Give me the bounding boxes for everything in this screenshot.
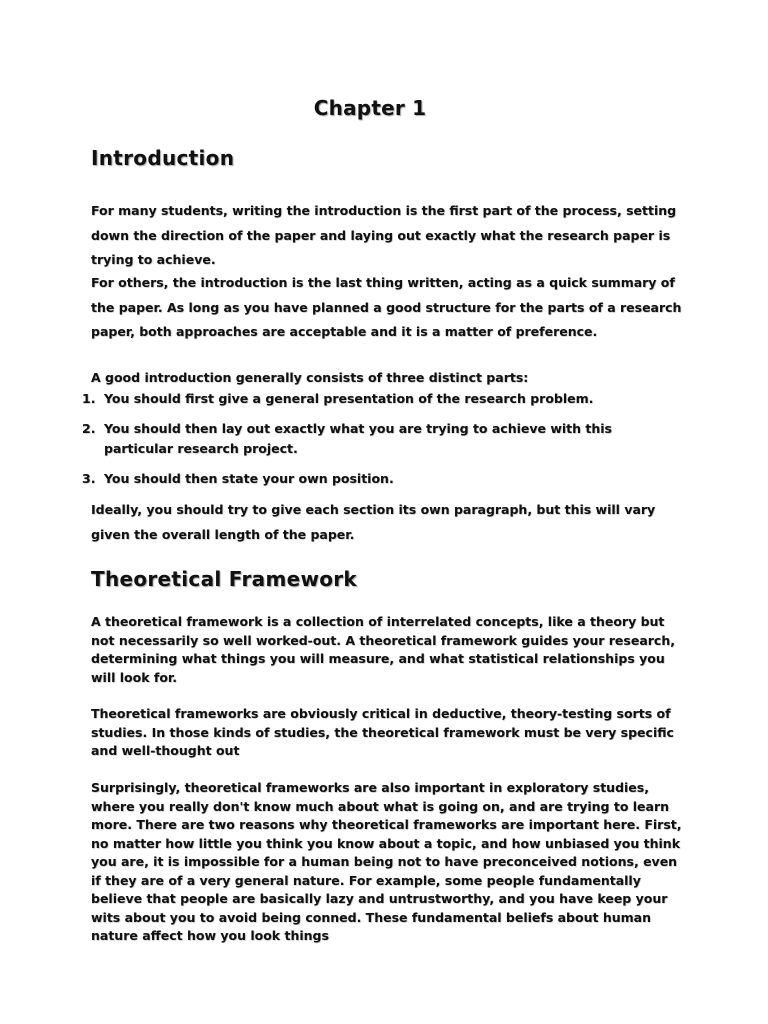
framework-paragraph-3: Surprisingly, theoretical frameworks are also important in exploratory studies, where you really don't know much about what is going on, and are trying to learn more. There are two reasons why theoretical frameworks are important here. First, no matter how little you think you know about a topic, and how unbiased you think you are, it is impossible for a human being not to have preconceived notions, even if they are of a very general nature. For example, some people fundamentally believe that people are basically lazy and untrustworthy, and you have keep your wits about you to avoid being conned. These fundamental beliefs about human nature affect how you look things <box>91 780 682 943</box>
introduction-closing-paragraph: Ideally, you should try to give each section its own paragraph, but this will vary given the overall length of the paper. <box>91 502 656 542</box>
list-item <box>80 419 680 459</box>
framework-paragraph-2: Theoretical frameworks are obviously critical in deductive, theory-testing sorts of studies. In those kinds of studies, the theoretical framework must be very specific and well-thought out <box>91 706 674 758</box>
chapter-title: Chapter 1 <box>313 96 427 120</box>
list-item <box>80 389 680 409</box>
introduction-paragraph-1: For many students, writing the introduction is the first part of the process, setting down the direction of the paper and laying out exactly what the research paper is trying to achieve. <box>91 203 677 267</box>
framework-paragraph-1: A theoretical framework is a collection of interrelated concepts, like a theory but not necessarily so well worked-out. A theoretical framework guides your research, determining what things you will measure, and what statistical relationships you will look for. <box>91 614 675 685</box>
list-item-number: 1. <box>82 391 96 406</box>
list-item-text: You should then lay out exactly what you are trying to achieve with this particular research project. <box>104 421 613 456</box>
list-item-text: You should then state your own position. <box>104 471 394 486</box>
introduction-paragraph-2: For others, the introduction is the last thing written, acting as a quick summary of the paper. As long as you have planned a good structure for the parts of a research paper, both approaches are acceptable and it is a matter of preference. <box>91 275 682 339</box>
list-item-text: You should first give a general presentation of the research problem. <box>104 391 594 406</box>
introduction-parts-list <box>80 389 680 499</box>
list-item-number: 2. <box>82 421 96 436</box>
list-item <box>80 469 680 489</box>
introduction-heading: Introduction <box>91 146 235 170</box>
list-item-number: 3. <box>82 471 96 486</box>
list-intro: A good introduction generally consists of three distinct parts: <box>91 370 529 385</box>
framework-heading: Theoretical Framework <box>91 567 358 591</box>
